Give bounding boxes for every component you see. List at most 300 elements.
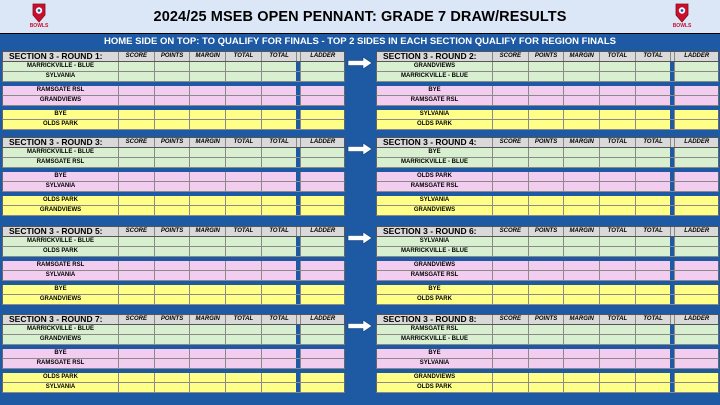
score-cell[interactable] [635, 247, 671, 256]
score-cell[interactable] [492, 359, 528, 368]
score-cell[interactable] [189, 359, 225, 368]
score-cell[interactable] [154, 206, 190, 215]
score-cell[interactable] [635, 373, 671, 382]
ladder-cell[interactable] [674, 206, 718, 215]
score-cell[interactable] [225, 325, 261, 334]
score-cell[interactable] [528, 247, 564, 256]
score-cell[interactable] [118, 237, 154, 246]
ladder-cell[interactable] [674, 86, 718, 95]
ladder-cell[interactable] [674, 110, 718, 119]
score-cell[interactable] [189, 325, 225, 334]
ladder-cell[interactable] [300, 247, 344, 256]
score-cell[interactable] [154, 261, 190, 270]
score-cell[interactable] [154, 359, 190, 368]
score-cell[interactable] [261, 237, 297, 246]
score-cell[interactable] [118, 295, 154, 304]
score-cell[interactable] [492, 182, 528, 191]
ladder-cell[interactable] [674, 261, 718, 270]
ladder-cell[interactable] [674, 148, 718, 157]
score-cell[interactable] [118, 172, 154, 181]
score-cell[interactable] [599, 383, 635, 392]
score-cell[interactable] [189, 158, 225, 167]
score-cell[interactable] [225, 373, 261, 382]
score-cell[interactable] [261, 120, 297, 129]
score-cell[interactable] [261, 158, 297, 167]
score-cell[interactable] [261, 383, 297, 392]
score-cell[interactable] [528, 383, 564, 392]
score-cell[interactable] [225, 247, 261, 256]
team-row [2, 335, 345, 345]
score-cell[interactable] [599, 285, 635, 294]
score-cell[interactable] [154, 120, 190, 129]
score-cell[interactable] [189, 271, 225, 280]
score-cell[interactable] [225, 172, 261, 181]
score-cell[interactable] [528, 120, 564, 129]
score-cell[interactable] [225, 96, 261, 105]
score-cell[interactable] [563, 110, 599, 119]
score-cell[interactable] [189, 86, 225, 95]
ladder-cell[interactable] [300, 196, 344, 205]
score-cell[interactable] [563, 349, 599, 358]
score-cell[interactable] [261, 206, 297, 215]
score-cell[interactable] [225, 237, 261, 246]
score-cell[interactable] [154, 325, 190, 334]
score-cell[interactable] [635, 325, 671, 334]
ladder-cell[interactable] [674, 285, 718, 294]
score-cell[interactable] [563, 148, 599, 157]
score-cell[interactable] [528, 261, 564, 270]
score-cell[interactable] [492, 206, 528, 215]
score-cell[interactable] [261, 247, 297, 256]
score-cell[interactable] [563, 373, 599, 382]
score-cell[interactable] [189, 206, 225, 215]
score-cell[interactable] [118, 96, 154, 105]
ladder-cell[interactable] [300, 261, 344, 270]
team-row [2, 285, 345, 295]
ladder-cell[interactable] [674, 62, 718, 71]
score-cell[interactable] [225, 120, 261, 129]
score-cell[interactable] [635, 158, 671, 167]
score-cell[interactable] [599, 359, 635, 368]
score-cell[interactable] [189, 172, 225, 181]
score-cell[interactable] [599, 110, 635, 119]
score-cell[interactable] [118, 120, 154, 129]
score-cell[interactable] [599, 182, 635, 191]
score-cell[interactable] [225, 349, 261, 358]
score-cell[interactable] [563, 62, 599, 71]
score-cell[interactable] [599, 325, 635, 334]
score-cell[interactable] [599, 148, 635, 157]
score-cell[interactable] [225, 271, 261, 280]
score-cell[interactable] [189, 182, 225, 191]
score-cell[interactable] [599, 120, 635, 129]
score-cell[interactable] [563, 172, 599, 181]
bowls-logo-right [671, 3, 693, 31]
score-cell[interactable] [154, 172, 190, 181]
score-cell[interactable] [563, 72, 599, 81]
score-cell[interactable] [189, 72, 225, 81]
score-cell[interactable] [492, 349, 528, 358]
score-cell[interactable] [528, 271, 564, 280]
score-cell[interactable] [189, 285, 225, 294]
score-cell[interactable] [635, 237, 671, 246]
score-cell[interactable] [599, 158, 635, 167]
ladder-cell[interactable] [674, 295, 718, 304]
score-cell[interactable] [154, 148, 190, 157]
score-cell[interactable] [154, 237, 190, 246]
score-cell[interactable] [635, 172, 671, 181]
ladder-cell[interactable] [674, 120, 718, 129]
score-cell[interactable] [189, 120, 225, 129]
ladder-cell[interactable] [300, 120, 344, 129]
score-cell[interactable] [154, 373, 190, 382]
score-cell[interactable] [118, 335, 154, 344]
score-cell[interactable] [492, 158, 528, 167]
ladder-cell[interactable] [674, 349, 718, 358]
score-cell[interactable] [492, 110, 528, 119]
score-cell[interactable] [528, 295, 564, 304]
score-cell[interactable] [528, 172, 564, 181]
score-cell[interactable] [154, 247, 190, 256]
score-cell[interactable] [118, 383, 154, 392]
score-cell[interactable] [154, 86, 190, 95]
score-cell[interactable] [261, 261, 297, 270]
score-cell[interactable] [154, 383, 190, 392]
score-cell[interactable] [563, 206, 599, 215]
score-cell[interactable] [261, 62, 297, 71]
score-cell[interactable] [225, 148, 261, 157]
score-cell[interactable] [599, 373, 635, 382]
score-cell[interactable] [154, 158, 190, 167]
score-cell[interactable] [492, 325, 528, 334]
score-cell[interactable] [261, 285, 297, 294]
score-cell[interactable] [261, 172, 297, 181]
score-cell[interactable] [189, 62, 225, 71]
score-cell[interactable] [225, 206, 261, 215]
ladder-cell[interactable] [300, 96, 344, 105]
ladder-cell[interactable] [300, 158, 344, 167]
score-cell[interactable] [118, 72, 154, 81]
score-cell[interactable] [492, 120, 528, 129]
score-cell[interactable] [563, 383, 599, 392]
ladder-cell[interactable] [300, 373, 344, 382]
score-cell[interactable] [189, 148, 225, 157]
score-cell[interactable] [261, 295, 297, 304]
score-cell[interactable] [563, 261, 599, 270]
ladder-cell[interactable] [300, 172, 344, 181]
score-cell[interactable] [189, 261, 225, 270]
score-cell[interactable] [528, 237, 564, 246]
score-cell[interactable] [118, 206, 154, 215]
score-cell[interactable] [118, 148, 154, 157]
score-cell[interactable] [261, 325, 297, 334]
score-cell[interactable] [225, 359, 261, 368]
score-cell[interactable] [635, 86, 671, 95]
team-row [376, 237, 719, 247]
score-cell[interactable] [118, 373, 154, 382]
score-cell[interactable] [528, 349, 564, 358]
score-cell[interactable] [635, 148, 671, 157]
score-cell[interactable] [225, 62, 261, 71]
score-cell[interactable] [189, 295, 225, 304]
team-row [376, 383, 719, 393]
score-cell[interactable] [154, 196, 190, 205]
score-cell[interactable] [225, 335, 261, 344]
score-cell[interactable] [563, 86, 599, 95]
score-cell[interactable] [189, 349, 225, 358]
score-cell[interactable] [225, 110, 261, 119]
ladder-cell[interactable] [300, 110, 344, 119]
score-cell[interactable] [528, 86, 564, 95]
score-cell[interactable] [492, 295, 528, 304]
ladder-cell[interactable] [674, 158, 718, 167]
score-cell[interactable] [154, 182, 190, 191]
score-cell[interactable] [492, 373, 528, 382]
score-cell[interactable] [599, 62, 635, 71]
score-cell[interactable] [492, 72, 528, 81]
score-cell[interactable] [225, 196, 261, 205]
score-cell[interactable] [225, 72, 261, 81]
ladder-cell[interactable] [674, 325, 718, 334]
team-name: RAMSGATE RSL [36, 360, 85, 366]
ladder-cell[interactable] [300, 271, 344, 280]
ladder-cell[interactable] [674, 96, 718, 105]
score-cell[interactable] [635, 206, 671, 215]
score-cell[interactable] [563, 271, 599, 280]
score-cell[interactable] [635, 349, 671, 358]
column-header: MARGIN [563, 138, 599, 147]
score-cell[interactable] [118, 359, 154, 368]
score-cell[interactable] [189, 373, 225, 382]
team-row [2, 261, 345, 271]
score-cell[interactable] [563, 325, 599, 334]
score-cell[interactable] [599, 206, 635, 215]
ladder-cell[interactable] [674, 237, 718, 246]
score-cell[interactable] [635, 182, 671, 191]
score-cell[interactable] [563, 247, 599, 256]
score-cell[interactable] [528, 196, 564, 205]
score-cell[interactable] [261, 96, 297, 105]
score-cell[interactable] [528, 206, 564, 215]
score-cell[interactable] [528, 110, 564, 119]
score-cell[interactable] [635, 383, 671, 392]
score-cell[interactable] [563, 237, 599, 246]
score-cell[interactable] [528, 158, 564, 167]
score-cell[interactable] [225, 285, 261, 294]
score-cell[interactable] [225, 158, 261, 167]
score-cell[interactable] [189, 247, 225, 256]
score-cell[interactable] [635, 261, 671, 270]
score-cell[interactable] [118, 86, 154, 95]
ladder-cell[interactable] [674, 383, 718, 392]
ladder-cell[interactable] [300, 182, 344, 191]
score-cell[interactable] [492, 86, 528, 95]
score-cell[interactable] [635, 110, 671, 119]
score-cell[interactable] [635, 271, 671, 280]
score-cell[interactable] [189, 335, 225, 344]
score-cell[interactable] [563, 96, 599, 105]
ladder-cell[interactable] [300, 148, 344, 157]
arrow-right-icon [347, 142, 373, 156]
score-cell[interactable] [528, 335, 564, 344]
score-cell[interactable] [599, 295, 635, 304]
score-cell[interactable] [635, 359, 671, 368]
score-cell[interactable] [599, 96, 635, 105]
score-cell[interactable] [492, 335, 528, 344]
ladder-cell[interactable] [674, 196, 718, 205]
score-cell[interactable] [492, 148, 528, 157]
score-cell[interactable] [563, 182, 599, 191]
score-cell[interactable] [154, 349, 190, 358]
ladder-cell[interactable] [300, 295, 344, 304]
score-cell[interactable] [492, 96, 528, 105]
score-cell[interactable] [118, 261, 154, 270]
score-cell[interactable] [635, 295, 671, 304]
ladder-cell[interactable] [674, 72, 718, 81]
score-cell[interactable] [599, 237, 635, 246]
ladder-cell[interactable] [300, 335, 344, 344]
ladder-cell[interactable] [300, 237, 344, 246]
score-cell[interactable] [261, 373, 297, 382]
score-cell[interactable] [118, 349, 154, 358]
ladder-cell[interactable] [300, 383, 344, 392]
score-cell[interactable] [154, 295, 190, 304]
score-cell[interactable] [563, 196, 599, 205]
score-cell[interactable] [563, 120, 599, 129]
score-cell[interactable] [154, 62, 190, 71]
score-cell[interactable] [118, 62, 154, 71]
score-cell[interactable] [225, 261, 261, 270]
score-cell[interactable] [261, 359, 297, 368]
score-cell[interactable] [635, 285, 671, 294]
score-cell[interactable] [528, 62, 564, 71]
score-cell[interactable] [563, 335, 599, 344]
score-cell[interactable] [154, 285, 190, 294]
score-cell[interactable] [118, 182, 154, 191]
score-cell[interactable] [599, 196, 635, 205]
score-cell[interactable] [492, 261, 528, 270]
score-cell[interactable] [154, 110, 190, 119]
score-cell[interactable] [118, 110, 154, 119]
ladder-cell[interactable] [300, 359, 344, 368]
score-cell[interactable] [261, 196, 297, 205]
score-cell[interactable] [118, 325, 154, 334]
ladder-cell[interactable] [674, 172, 718, 181]
ladder-cell[interactable] [300, 349, 344, 358]
ladder-cell[interactable] [674, 335, 718, 344]
score-cell[interactable] [563, 359, 599, 368]
score-cell[interactable] [189, 110, 225, 119]
score-cell[interactable] [118, 271, 154, 280]
score-cell[interactable] [599, 261, 635, 270]
score-cell[interactable] [492, 247, 528, 256]
score-cell[interactable] [225, 295, 261, 304]
ladder-cell[interactable] [300, 62, 344, 71]
ladder-cell[interactable] [300, 72, 344, 81]
score-cell[interactable] [528, 182, 564, 191]
score-cell[interactable] [118, 196, 154, 205]
ladder-cell[interactable] [674, 247, 718, 256]
score-cell[interactable] [261, 86, 297, 95]
score-cell[interactable] [261, 72, 297, 81]
score-cell[interactable] [492, 383, 528, 392]
score-cell[interactable] [599, 72, 635, 81]
score-cell[interactable] [492, 237, 528, 246]
score-cell[interactable] [528, 325, 564, 334]
score-cell[interactable] [528, 359, 564, 368]
score-cell[interactable] [154, 72, 190, 81]
score-cell[interactable] [118, 158, 154, 167]
score-cell[interactable] [118, 247, 154, 256]
ladder-cell[interactable] [300, 325, 344, 334]
score-cell[interactable] [528, 96, 564, 105]
score-cell[interactable] [492, 62, 528, 71]
score-cell[interactable] [599, 247, 635, 256]
score-cell[interactable] [189, 196, 225, 205]
score-cell[interactable] [528, 72, 564, 81]
score-cell[interactable] [492, 271, 528, 280]
score-cell[interactable] [189, 96, 225, 105]
score-cell[interactable] [154, 96, 190, 105]
score-cell[interactable] [635, 62, 671, 71]
score-cell[interactable] [225, 182, 261, 191]
score-cell[interactable] [225, 383, 261, 392]
score-cell[interactable] [225, 86, 261, 95]
score-cell[interactable] [261, 271, 297, 280]
score-cell[interactable] [528, 285, 564, 294]
score-cell[interactable] [599, 172, 635, 181]
score-cell[interactable] [635, 335, 671, 344]
team-name: SYLVANIA [45, 272, 76, 278]
score-cell[interactable] [261, 148, 297, 157]
score-cell[interactable] [635, 72, 671, 81]
score-cell[interactable] [635, 120, 671, 129]
score-cell[interactable] [189, 383, 225, 392]
score-cell[interactable] [635, 96, 671, 105]
score-cell[interactable] [528, 148, 564, 157]
score-cell[interactable] [599, 86, 635, 95]
ladder-cell[interactable] [674, 373, 718, 382]
score-cell[interactable] [563, 285, 599, 294]
score-cell[interactable] [189, 237, 225, 246]
score-cell[interactable] [492, 285, 528, 294]
score-cell[interactable] [261, 182, 297, 191]
score-cell[interactable] [599, 349, 635, 358]
ladder-cell[interactable] [300, 206, 344, 215]
score-cell[interactable] [563, 295, 599, 304]
ladder-cell[interactable] [674, 359, 718, 368]
score-cell[interactable] [528, 373, 564, 382]
score-cell[interactable] [154, 271, 190, 280]
score-cell[interactable] [635, 196, 671, 205]
round-title: SECTION 3 - ROUND 4: [383, 137, 477, 147]
ladder-cell[interactable] [674, 271, 718, 280]
score-cell[interactable] [599, 335, 635, 344]
team-row [2, 295, 345, 305]
ladder-cell[interactable] [300, 285, 344, 294]
score-cell[interactable] [261, 349, 297, 358]
score-cell[interactable] [599, 271, 635, 280]
score-cell[interactable] [492, 196, 528, 205]
score-cell[interactable] [118, 285, 154, 294]
ladder-cell[interactable] [300, 86, 344, 95]
score-cell[interactable] [154, 335, 190, 344]
score-cell[interactable] [261, 335, 297, 344]
ladder-cell[interactable] [674, 182, 718, 191]
score-cell[interactable] [563, 158, 599, 167]
score-cell[interactable] [492, 172, 528, 181]
score-cell[interactable] [261, 110, 297, 119]
